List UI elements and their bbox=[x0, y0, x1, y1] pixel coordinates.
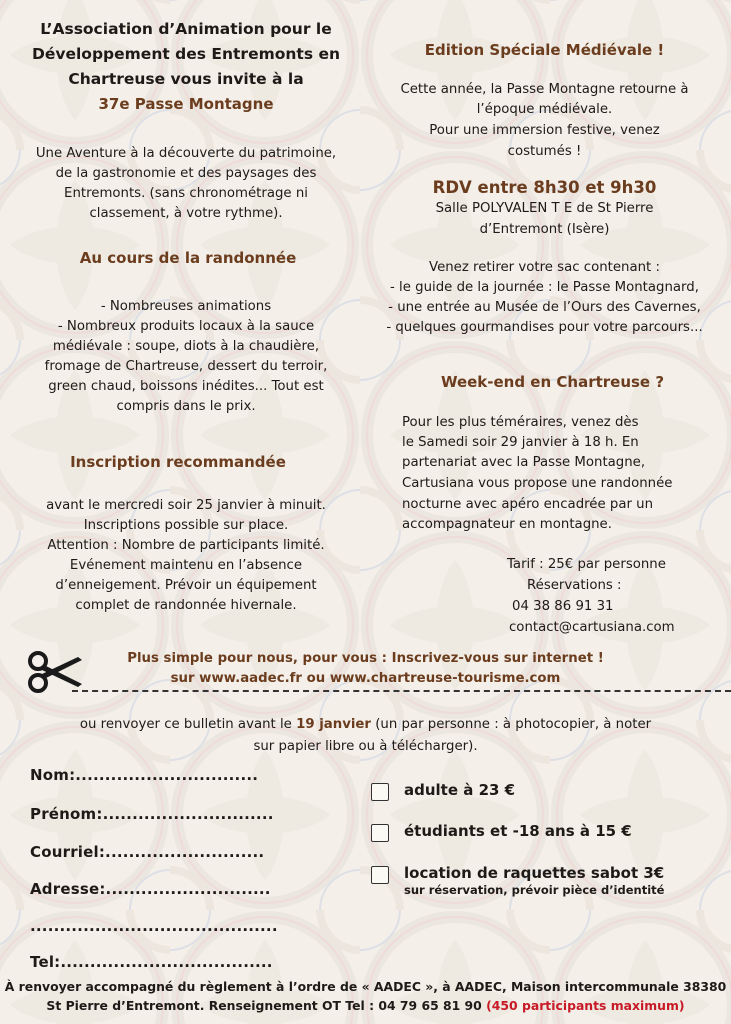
reservations: Réservations : bbox=[527, 578, 622, 593]
special-title: Edition Spéciale Médiévale ! bbox=[424, 41, 665, 59]
randonnee-line-2: - Nombreux produits locaux à la sauce bbox=[57, 319, 315, 334]
nom-field[interactable]: Nom:............................... bbox=[30, 766, 259, 784]
section-title-inscription: Inscription recommandée bbox=[70, 453, 286, 471]
intro-line-1: L’Association d’Animation pour le bbox=[40, 20, 332, 38]
cut-line bbox=[72, 690, 731, 692]
randonnee-line-1: - Nombreuses animations bbox=[100, 299, 272, 314]
internet-line-2: sur www.aadec.fr ou www.chartreuse-tourisme.com bbox=[170, 671, 561, 686]
checkbox-raquettes[interactable] bbox=[371, 866, 389, 884]
randonnee-line-4: fromage de Chartreuse, dessert du terroir, bbox=[44, 359, 328, 374]
bulletin-line-1 bbox=[0, 715, 731, 736]
rdv-title: RDV entre 8h30 et 9h30 bbox=[432, 178, 657, 197]
phone-number: 04 38 86 91 31 bbox=[512, 599, 614, 614]
footer-contact: St Pierre d’Entremont. Renseignement OT Tel : 04 79 65 81 90 bbox=[46, 998, 487, 1013]
option-etudiants-label: étudiants et -18 ans à 15 € bbox=[404, 822, 632, 840]
bag-line-4: - quelques gourmandises pour votre parcours... bbox=[386, 320, 703, 335]
contact-email: contact@cartusiana.com bbox=[509, 620, 675, 635]
rdv-line-2: d’Entremont (Isère) bbox=[479, 222, 610, 237]
option-raquettes[interactable] bbox=[371, 864, 664, 897]
weekend-line-4: Cartusiana vous propose une randonnée bbox=[402, 476, 673, 491]
footer-line-2 bbox=[0, 996, 731, 1015]
description-line-2: de la gastronomie et des paysages des bbox=[55, 166, 317, 181]
intro-line-3: Chartreuse vous invite à la bbox=[68, 70, 304, 88]
rdv-line-1: Salle POLYVALEN T E de St Pierre bbox=[435, 201, 654, 216]
weekend-line-1: Pour les plus téméraires, venez dès bbox=[402, 415, 639, 430]
inscription-line-6: complet de randonnée hivernale. bbox=[75, 598, 297, 613]
weekend-line-3: partenariat avec la Passe Montagne, bbox=[402, 455, 646, 470]
event-title: 37e Passe Montagne bbox=[98, 95, 274, 113]
special-line-4: costumés ! bbox=[507, 144, 582, 159]
prenom-field[interactable]: Prénom:............................. bbox=[30, 805, 274, 823]
checkbox-adulte[interactable] bbox=[371, 783, 389, 801]
adresse-field[interactable]: Adresse:............................ bbox=[30, 880, 271, 898]
bulletin-date: 19 janvier bbox=[296, 717, 371, 732]
description-line-3: Entremonts. (sans chronométrage ni bbox=[64, 186, 308, 201]
inscription-line-5: d’enneigement. Prévoir un équipement bbox=[55, 578, 317, 593]
internet-line-1: Plus simple pour nous, pour vous : Inscrivez-vous sur internet ! bbox=[127, 651, 604, 666]
tarif: Tarif : 25€ par personne bbox=[507, 557, 666, 572]
option-raquettes-label: location de raquettes sabot 3€ bbox=[404, 864, 665, 882]
special-line-3: Pour une immersion festive, venez bbox=[429, 123, 660, 138]
bulletin-line-2: sur papier libre ou à télécharger). bbox=[253, 739, 478, 754]
randonnee-line-3: médiévale : soupe, diots à la chaudière, bbox=[52, 339, 320, 354]
inscription-line-1: avant le mercredi soir 25 janvier à minuit. bbox=[46, 498, 326, 513]
adresse-extra-field[interactable]: .......................................... bbox=[30, 917, 278, 935]
description-line-4: classement, à votre rythme). bbox=[89, 206, 283, 221]
special-line-1: Cette année, la Passe Montagne retourne à bbox=[400, 82, 689, 97]
option-etudiants[interactable] bbox=[371, 822, 632, 842]
special-line-2: l’époque médiévale. bbox=[476, 102, 613, 117]
footer-line-1: À renvoyer accompagné du règlement à l’ordre de « AADEC », à AADEC, Maison intercommunale 38380 bbox=[4, 979, 727, 994]
weekend-title: Week-end en Chartreuse ? bbox=[440, 373, 665, 391]
bulletin-text-end: (un par personne : à photocopier, à noter bbox=[371, 717, 652, 732]
inscription-line-3: Attention : Nombre de participants limité. bbox=[47, 538, 325, 553]
weekend-line-5: nocturne avec apéro encadrée par un bbox=[402, 497, 654, 512]
checkbox-etudiants[interactable] bbox=[371, 824, 389, 842]
tel-field[interactable]: Tel:.................................... bbox=[30, 953, 273, 971]
option-raquettes-note: sur réservation, prévoir pièce d’identité bbox=[404, 883, 665, 897]
bag-line-3: - une entrée au Musée de l’Ours des Cavernes, bbox=[388, 300, 701, 315]
bulletin-text-start: ou renvoyer ce bulletin avant le bbox=[79, 717, 297, 732]
inscription-line-2: Inscriptions possible sur place. bbox=[83, 518, 289, 533]
option-adulte-label: adulte à 23 € bbox=[404, 781, 516, 799]
description-line-1: Une Aventure à la découverte du patrimoine, bbox=[35, 146, 337, 161]
randonnee-line-5: green chaud, boissons inédites... Tout est bbox=[48, 379, 324, 394]
intro-line-2: Développement des Entremonts en bbox=[32, 45, 340, 63]
courriel-field[interactable]: Courriel:........................... bbox=[30, 843, 265, 861]
option-adulte[interactable] bbox=[371, 781, 515, 801]
bag-line-1: Venez retirer votre sac contenant : bbox=[429, 260, 660, 275]
weekend-line-2: le Samedi soir 29 janvier à 18 h. En bbox=[402, 435, 639, 450]
section-title-randonnee: Au cours de la randonnée bbox=[79, 249, 297, 267]
participants-max: (450 participants maximum) bbox=[486, 998, 685, 1013]
randonnee-line-6: compris dans le prix. bbox=[116, 399, 256, 414]
inscription-line-4: Evénement maintenu en l’absence bbox=[69, 558, 303, 573]
bag-line-2: - le guide de la journée : le Passe Montagnard, bbox=[390, 280, 699, 295]
weekend-line-6: accompagnateur en montagne. bbox=[402, 517, 612, 532]
